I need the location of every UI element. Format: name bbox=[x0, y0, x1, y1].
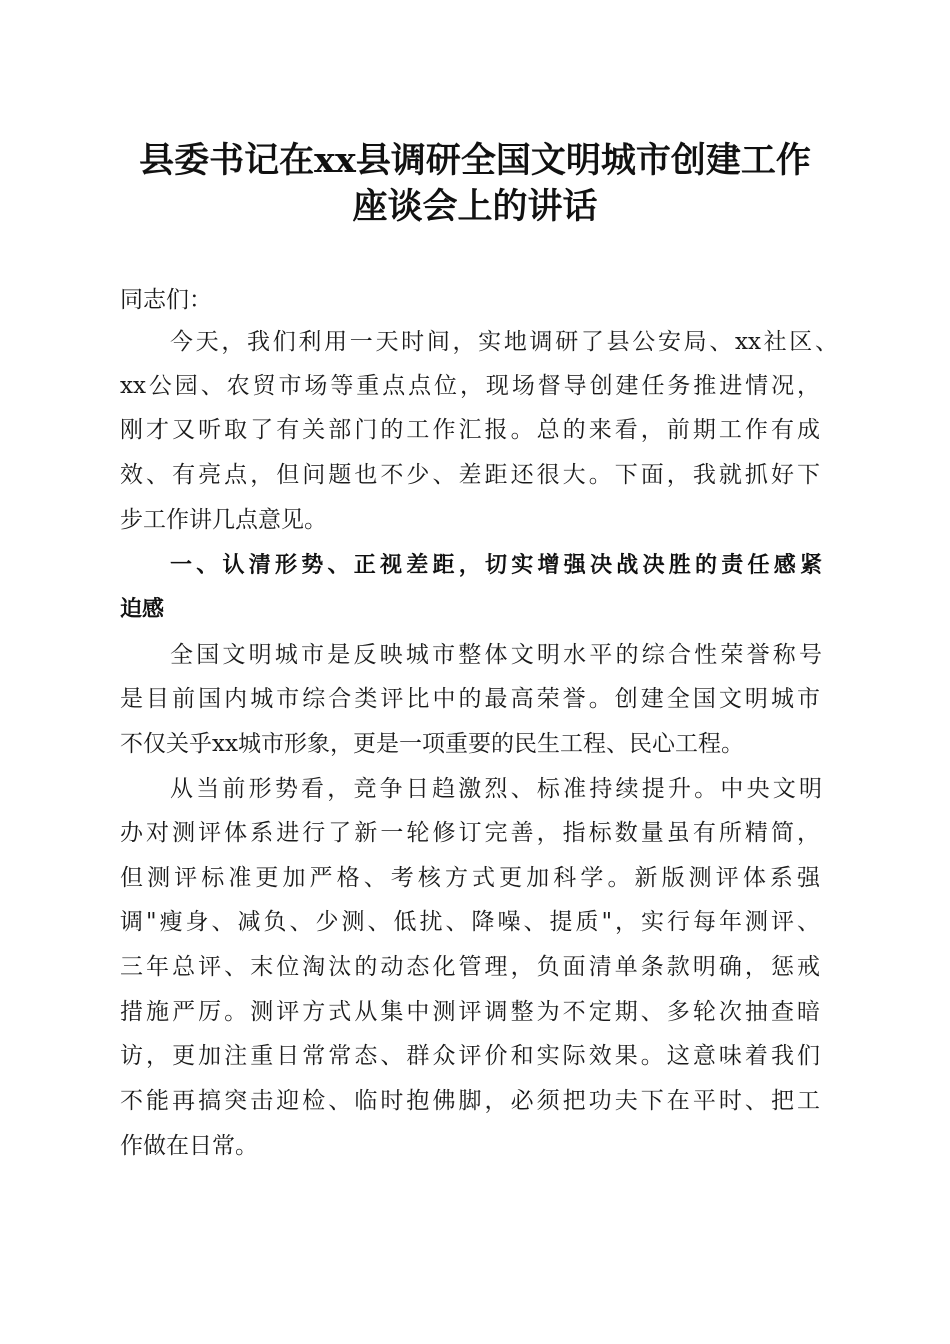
paragraph-3-line-1: 从当前形势看，竞争日趋激烈、标准持续提升。中央文明 bbox=[170, 776, 822, 802]
paragraph-2-line-2: 是目前国内城市综合类评比中的最高荣誉。创建全国文明城市 bbox=[120, 686, 820, 712]
paragraph-3-line-6: 措施严厉。测评方式从集中测评调整为不定期、多轮次抽查暗 bbox=[120, 999, 820, 1025]
paragraph-1-line-2: xx公园、农贸市场等重点点位，现场督导创建任务推进情况， bbox=[120, 373, 820, 399]
section-heading-1-line-2: 迫感 bbox=[120, 597, 165, 622]
paragraph-1-line-5: 步工作讲几点意见。 bbox=[120, 507, 327, 533]
greeting: 同志们： bbox=[120, 287, 212, 313]
paragraph-3-line-8: 不能再搞突击迎检、临时抱佛脚，必须把功夫下在平时、把工 bbox=[120, 1088, 820, 1114]
paragraph-2-line-1: 全国文明城市是反映城市整体文明水平的综合性荣誉称号 bbox=[170, 642, 822, 668]
paragraph-3-line-7: 访，更加注重日常常态、群众评价和实际效果。这意味着我们 bbox=[120, 1043, 820, 1069]
section-heading-1-line-1: 一、认清形势、正视差距，切实增强决战决胜的责任感紧 bbox=[170, 553, 822, 578]
paragraph-3-line-5: 三年总评、末位淘汰的动态化管理，负面清单条款明确，惩戒 bbox=[120, 954, 820, 980]
paragraph-3-line-3: 但测评标准更加严格、考核方式更加科学。新版测评体系强 bbox=[120, 865, 820, 891]
paragraph-1-line-4: 效、有亮点，但问题也不少、差距还很大。下面，我就抓好下 bbox=[120, 462, 820, 488]
paragraph-3-line-2: 办对测评体系进行了新一轮修订完善，指标数量虽有所精简， bbox=[120, 820, 820, 846]
paragraph-1-line-3: 刚才又听取了有关部门的工作汇报。总的来看，前期工作有成 bbox=[120, 417, 820, 443]
document-title-line-2: 座谈会上的讲话 bbox=[352, 186, 598, 227]
paragraph-1-line-1: 今天，我们利用一天时间，实地调研了县公安局、xx社区、 bbox=[170, 329, 838, 355]
paragraph-2-line-3: 不仅关乎xx城市形象，更是一项重要的民生工程、民心工程。 bbox=[120, 731, 744, 757]
paragraph-3-line-4: 调"瘦身、减负、少测、低扰、降噪、提质"，实行每年测评、 bbox=[120, 909, 820, 935]
document-title-line-1: 县委书记在xx县调研全国文明城市创建工作 bbox=[139, 140, 811, 181]
paragraph-3-line-9: 作做在日常。 bbox=[120, 1133, 258, 1159]
